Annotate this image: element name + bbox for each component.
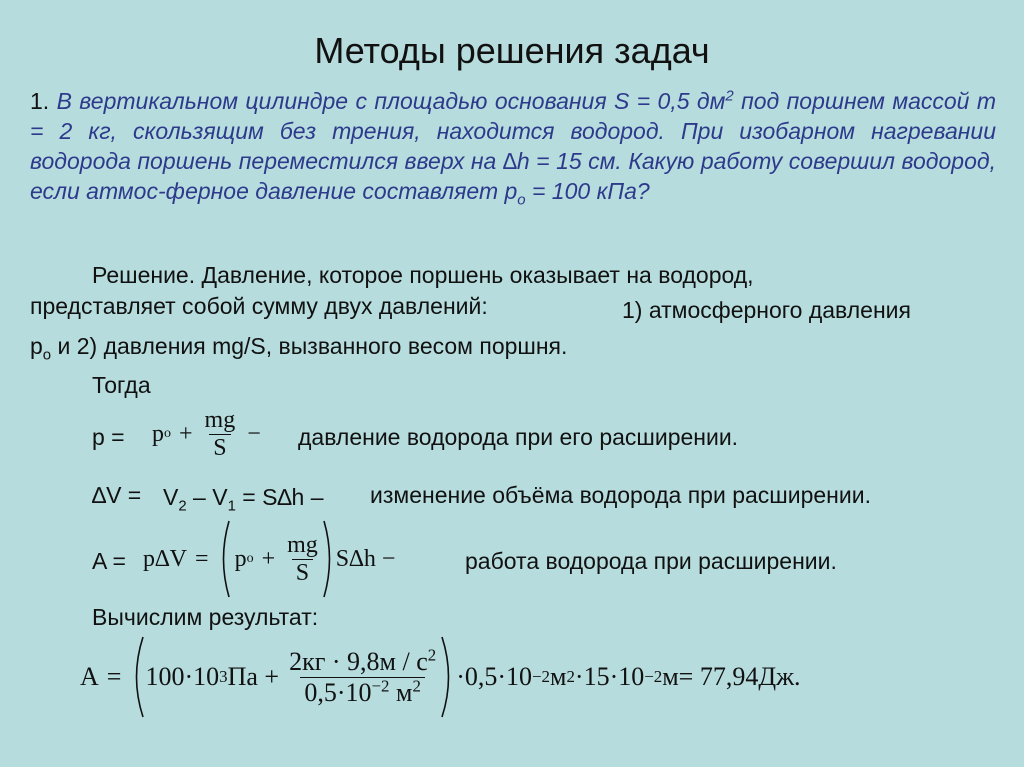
eq1-fraction: $\frac{mg}{S}$: [204, 406, 236, 461]
eq3-formula: p∆V = p o + $\frac{mg}{S}$ S∆h −: [143, 518, 395, 600]
problem-sup: 2: [725, 87, 734, 105]
right-paren-icon: [322, 519, 336, 599]
solution-line-2: представляет собой сумму двух давлений:: [30, 293, 488, 319]
problem-sub: o: [517, 191, 526, 209]
final-right-paren-icon: [440, 635, 456, 719]
eq2-description: изменение объёма водорода при расширении.: [370, 482, 871, 508]
eq2-label: ∆V =: [92, 482, 142, 508]
eq3-fraction: $\frac{mg}{S}$: [287, 531, 318, 586]
eq1-description: давление водорода при его расширении.: [298, 424, 739, 450]
eq1-formula: p o + $\frac{mg}{S}$ −: [152, 406, 261, 461]
final-fraction: $\frac{2кг \cdot 9,8м / с^2}{0,5\cdot 10^{-2} м^2}$: [289, 644, 437, 707]
eq1-label: p =: [92, 424, 125, 450]
problem-text-2: под поршнем массой m = 2 кг, скользящим без трения, находится водород. При изобарном нагревании водорода поршень переместился вверх на ∆h = 15 см. Какую работу совершил водород, если атмос-ферное давление составляет p: [30, 88, 997, 204]
problem-statement: [30, 86, 997, 209]
solution-line-1: Решение. Давление, которое поршень оказывает на водород,: [92, 262, 754, 288]
left-paren-icon: [217, 519, 231, 599]
compute-label: Вычислим результат:: [92, 604, 319, 630]
solution-line-2b: 1) атмосферного давления: [622, 297, 911, 323]
problem-text-3: = 100 кПа?: [525, 178, 650, 204]
eq2-formula: $V_2 - V_1 = S\Delta h$ –: [163, 484, 324, 515]
eq3-label: A =: [92, 548, 126, 574]
solution-line-3: $p_o$ и 2) давления mg/S, вызванного весом поршня.: [30, 333, 568, 364]
final-left-paren-icon: [129, 635, 145, 719]
final-formula: A = 100·10 3 Па + $\frac{2кг \cdot 9,8м / с^2}{0,5\cdot 10^{-2} м^2}$ ·0,5·10 −2 м 2 ·15·10 −2 м = 77,94Дж.: [80, 634, 801, 720]
problem-text-1: В вертикальном цилиндре с площадью основания S = 0,5 дм: [56, 88, 726, 114]
problem-number: 1.: [30, 88, 50, 114]
then-label: Тогда: [92, 372, 151, 398]
eq3-description: работа водорода при расширении.: [465, 548, 837, 574]
slide-title: Методы решения задач: [314, 30, 710, 71]
